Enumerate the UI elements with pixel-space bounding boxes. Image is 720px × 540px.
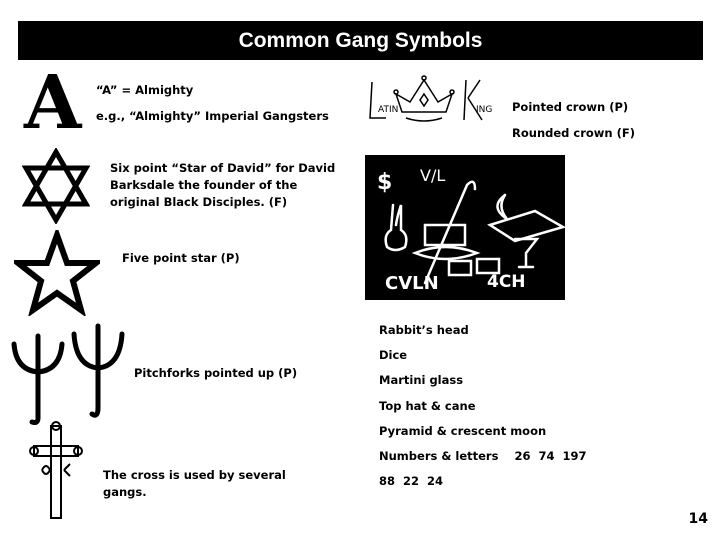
page-number: 14	[688, 511, 708, 527]
star-of-david-line1: Six point “Star of David” for David	[110, 161, 336, 175]
list-item: Top hat & cane	[379, 399, 476, 413]
cross-image	[28, 420, 84, 522]
list-item: Numbers & letters 26 74 197	[379, 449, 587, 463]
graffiti-dollar-sign: $	[377, 170, 393, 195]
pointed-crown-label: Pointed crown (P)	[512, 100, 629, 114]
list-item: Pyramid & crescent moon	[379, 424, 547, 438]
list-item: 88 22 24	[379, 474, 444, 488]
latin-kings-crown-logo	[366, 72, 498, 128]
svg-text:ATIN: ATIN	[378, 105, 399, 115]
list-item: Martini glass	[379, 373, 464, 387]
five-point-star-label: Five point star (P)	[122, 251, 240, 265]
slide-title: Common Gang Symbols	[18, 21, 703, 60]
cross-line2: gangs.	[103, 485, 147, 499]
almighty-label: “A” = Almighty	[96, 83, 194, 97]
gothic-a-image: A	[24, 60, 82, 146]
graffiti-symbols-image	[365, 155, 565, 300]
star-of-david-image	[22, 148, 90, 224]
almighty-example: e.g., “Almighty” Imperial Gangsters	[96, 109, 329, 123]
star-of-david-line3: original Black Disciples. (F)	[110, 195, 288, 209]
rounded-crown-label: Rounded crown (F)	[512, 126, 635, 140]
pitchforks-label: Pitchforks pointed up (P)	[134, 366, 298, 380]
cross-line1: The cross is used by several	[103, 468, 286, 482]
graffiti-vl: V/L	[420, 166, 446, 185]
graffiti-cvln: CVLN	[385, 273, 439, 294]
graffiti-4ch: 4CH	[487, 272, 526, 292]
star-of-david-line2: Barksdale the founder of the	[110, 178, 298, 192]
list-item: Rabbit’s head	[379, 323, 469, 337]
five-point-star-image	[14, 230, 100, 316]
pitchforks-image	[8, 322, 128, 428]
list-item: Dice	[379, 348, 408, 362]
svg-text:ING: ING	[476, 105, 493, 115]
